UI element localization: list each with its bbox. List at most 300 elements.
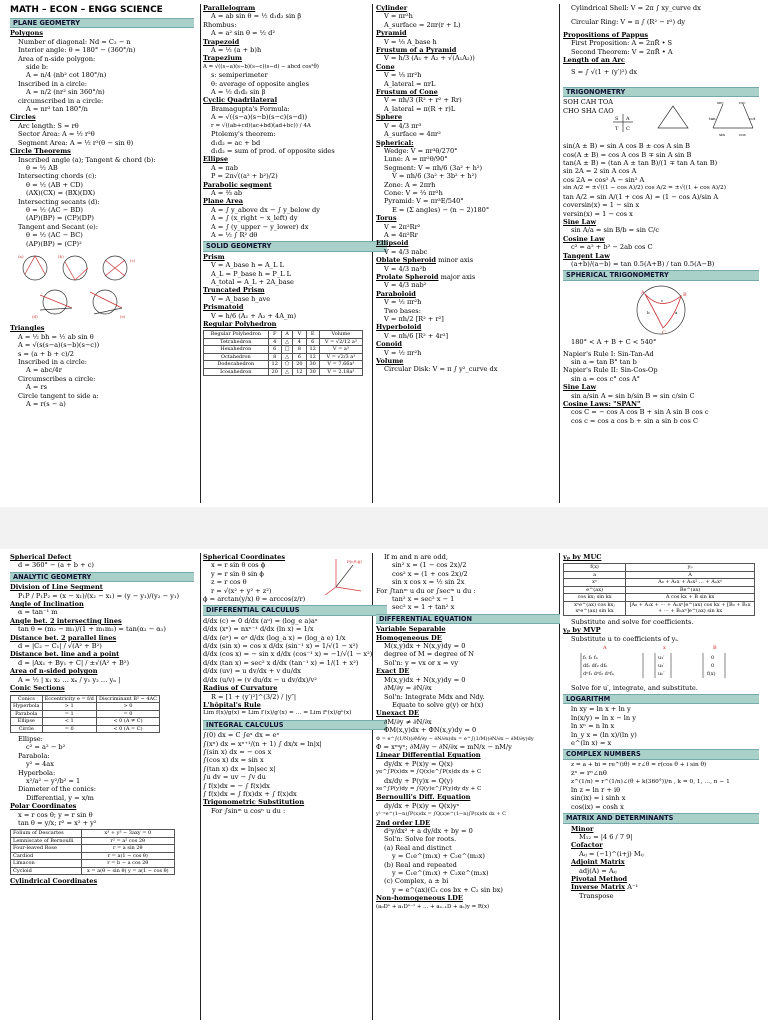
formula-line: V = ½ πr²h xyxy=(384,298,422,307)
formula-line: M(x,y)dx + N(x,y)dy = 0 xyxy=(384,642,466,651)
formula-line: V = 4/3 πr³ xyxy=(384,121,422,130)
formula-line: A = r(s − a) xyxy=(26,400,66,409)
spherical-triangle-figure xyxy=(563,282,759,336)
formula-line: d/dx (sin x) = cos x d/dx (sin⁻¹ x) = 1/√(1 − x²) xyxy=(203,642,358,651)
formula-line: A_total = A_L + 2A_base xyxy=(211,278,294,286)
table-row xyxy=(11,703,160,711)
formula-line: Circumscribes a circle: xyxy=(18,374,96,383)
formula-line: d/dx (xⁿ) = nxⁿ⁻¹ d/dx (ln x) = 1/x xyxy=(203,625,314,634)
formula-line: Rhombus: xyxy=(203,20,237,29)
cone-title: Cone xyxy=(376,62,395,71)
ellipsoid-title: Ellipsoid xyxy=(376,239,409,248)
svg-text:0: 0 xyxy=(711,655,715,662)
formula-line: adj(A) = Aᵢⱼ xyxy=(579,866,617,875)
formula-line: sin A/a = sin B/b = sin C/c xyxy=(571,226,660,235)
formula-line: ∫(cos x) dx = sin x xyxy=(203,756,264,765)
formula-line: (AX)(CX) = (BX)(DX) xyxy=(26,189,96,198)
formula-line: Second Theorem: V = 2πR̄ • A xyxy=(571,47,673,56)
fig-label: C xyxy=(662,329,666,336)
formula-line: V = πh/2 [R² + r²] xyxy=(384,315,444,324)
table-header: Regular Polyhedron xyxy=(204,331,269,339)
formula-line: A = ½ | x₁ x₂ … xₙ / y₁ y₂ … yₙ | xyxy=(18,675,121,684)
formula-line: d = |Ax₁ + By₁ + C| / ±√(A² + B²) xyxy=(18,658,130,667)
fig-label: (e) xyxy=(120,313,126,319)
formula-line: If m and n are odd, xyxy=(384,553,448,561)
section-header-matrix: MATRIX AND DETERMINANTS xyxy=(563,813,759,823)
section-header-differential: DIFFERENTIAL CALCULUS xyxy=(203,605,387,615)
formula-line: V = A_base h_ave xyxy=(211,294,271,303)
table-header: V xyxy=(293,331,306,339)
formula-line: Transpose xyxy=(579,891,614,900)
formula-line: tan A/2 = sin A/(1 + cos A) = (1 − cos A)/sin A xyxy=(563,192,719,201)
trig-figure xyxy=(563,98,759,142)
table-cell: Parabola xyxy=(11,710,43,718)
formula-line: d/dx (cos x) = − sin x d/dx (cos⁻¹ x) = −1/√(1 − x²) xyxy=(203,650,373,659)
formula-line: y¹⁻ⁿe^(1−n)∫P(x)dx = ∫Q(x)e^(1−n)∫P(x)dx dx + C xyxy=(376,811,506,818)
formula-line: sin a = tan B° tan b xyxy=(571,357,637,366)
fig-label: a xyxy=(675,309,678,315)
formula-line: z = a + bi = re^(iθ) = r∠θ = r(cos θ + i sin θ) xyxy=(571,761,707,768)
table-cell: 12 xyxy=(293,368,306,376)
fig-label: C xyxy=(626,126,630,133)
section-header-analytic: ANALYTIC GEOMETRY xyxy=(10,572,194,582)
formula-line: Sol'n: y = vx or x = vy xyxy=(384,658,459,667)
section-header-complex: COMPLEX NUMBERS xyxy=(563,749,759,759)
svg-text:dⁿf₁ dⁿf₂ dⁿfₙ: dⁿf₁ dⁿf₂ dⁿfₙ xyxy=(583,671,614,678)
sphere-title: Sphere xyxy=(376,113,403,122)
polygons-title: Polygons xyxy=(10,29,44,38)
formula-line: A = ⅔ ab xyxy=(211,188,243,197)
formula-line: A = ½ ∫ R² dθ xyxy=(211,230,258,239)
section-header-diff-eq: DIFFERENTIAL EQUATION xyxy=(376,614,560,624)
table-cell: Four-leaved Rose xyxy=(11,845,82,853)
formula-line: Intersecting chords (c): xyxy=(18,172,97,181)
section-header-integral: INTEGRAL CALCULUS xyxy=(203,720,387,730)
table-cell: 12 xyxy=(306,346,319,354)
table-cell: 20 xyxy=(293,361,306,369)
formula-line: Aᵢⱼ = (−1)^(i+j) Mᵢⱼ xyxy=(579,849,644,858)
fig-label: c xyxy=(661,297,664,303)
formula-line: cos(A ± B) = cos A cos B ∓ sin A sin B xyxy=(563,150,692,159)
table-cell: Icosahedron xyxy=(204,368,269,376)
table-cell: r = b − a cos 2θ xyxy=(81,860,174,868)
formula-line: Interior angle: θ = 180° − (360°/n) xyxy=(18,46,136,55)
section-header-plane-geometry: PLANE GEOMETRY xyxy=(10,18,194,28)
formula-line: ln(x/y) = ln x − ln y xyxy=(571,713,636,722)
fig-label: A xyxy=(603,645,607,652)
section-header-logarithm: LOGARITHM xyxy=(563,694,759,704)
table-cell: < 1 xyxy=(42,718,96,726)
page2-column-4 xyxy=(563,553,759,900)
formula-line: sin a/sin A = sin b/sin B = sin c/sin C xyxy=(571,391,695,400)
fig-label: A xyxy=(641,289,645,296)
formula-line: Hyperbola: xyxy=(18,768,56,777)
fig-label: cos xyxy=(739,132,746,138)
formula-line: Segment: V = πh/6 (3a² + h²) xyxy=(384,163,483,172)
formula-line: A_surface = 4πr² xyxy=(384,130,441,139)
table-cell: a xyxy=(564,571,626,579)
formula-line: R = [1 + (y′)²]^(3/2) / |y″| xyxy=(211,692,297,701)
table-cell: r = a sin 2θ xyxy=(81,845,174,853)
formula-line: P = 2π√((a² + b²)/2) xyxy=(211,172,278,181)
formula-line: y² = 4ax xyxy=(26,760,54,769)
formula-line: A = ab sin θ = ½ d₁d₂ sin β xyxy=(211,12,302,21)
formula-line: A = n/4 (nb² cot 180°/n) xyxy=(26,71,107,80)
formula-line: Ptolemy's theorem: xyxy=(211,130,276,139)
table-cell: Cycloid xyxy=(11,867,82,875)
formula-line: d²y/dx² + a dy/dx + by = 0 xyxy=(384,827,473,835)
formula-line: sin(A ± B) = sin A cos B ± cos A sin B xyxy=(563,142,691,151)
table-row xyxy=(564,579,755,587)
division-title: Division of Line Segment xyxy=(10,583,103,592)
formula-line: θ = ½ (AB + CD) xyxy=(26,180,83,189)
formula-line: ∂M/∂y ≠ ∂N/∂x xyxy=(384,717,432,726)
formula-line: A = √(s(s−a)(s−b)(s−c)) xyxy=(18,341,100,350)
formula-line: Tangent and Secant (e): xyxy=(18,222,98,231)
formula-line: A = √((s−a)(s−b)(s−c)(s−d) − abcd cos²θ) xyxy=(203,63,319,70)
formula-line: dx/dy + P(y)x = Q(y) xyxy=(384,776,453,785)
table-header: Conics xyxy=(11,695,43,703)
table-cell: cos kx; sin kx xyxy=(564,594,626,602)
spherical-coordinates-block xyxy=(203,553,387,603)
conic-sections-title: Conic Sections xyxy=(10,684,65,693)
table-row xyxy=(11,718,160,726)
table-row xyxy=(11,710,160,718)
curvature-title: Radius of Curvature xyxy=(203,684,278,693)
homogeneous-title: Homogeneous DE xyxy=(376,633,442,642)
table-row xyxy=(11,860,175,868)
sheet-title: MATH – ECON – ENGG SCIENCE xyxy=(10,5,163,15)
formula-line: d/dx (u/v) = (v du/dx − u dv/dx)/v² xyxy=(203,675,317,684)
fig-label: T xyxy=(615,126,619,133)
table-cell: r² = a² cos 2θ xyxy=(81,837,174,845)
formula-line: ye^∫P(x)dx = ∫Q(x)e^∫P(x)dx dx + C xyxy=(376,769,482,776)
page1-column-3 xyxy=(376,4,560,374)
column-divider xyxy=(200,4,201,503)
table-cell: A₀ + A₁x + A₂x² … + Aₙxⁿ xyxy=(626,579,755,587)
fig-label: P(r,θ,ϕ) xyxy=(347,559,362,564)
formula-line: Intersecting secants (d): xyxy=(18,197,100,206)
formula-line: y = e^(ax)(C₁ cos bx + C₂ sin bx) xyxy=(392,885,503,894)
formula-line: cos 2A = cos² A − sin² A xyxy=(563,175,645,184)
formula-line: A = ½ d₁d₂ sin β xyxy=(211,88,266,97)
minor-title: Minor xyxy=(571,824,594,833)
section-header-trigonometry: TRIGONOMETRY xyxy=(563,87,759,97)
table-cell: Lemniscate of Bernoulli xyxy=(11,837,82,845)
table-cell: r = a(1 − cos θ) xyxy=(81,852,174,860)
prolate-title: Prolate Spheroid xyxy=(376,273,439,281)
formula-line: coversin(x) = 1 − sin x xyxy=(563,201,640,210)
formula-line: (AP)(BP) = (CP)² xyxy=(26,239,82,248)
cofactor-title: Cofactor xyxy=(571,841,603,850)
formula-line: ln xⁿ = n ln x xyxy=(571,722,615,731)
formula-line: sin a = cos c° cos A° xyxy=(571,374,640,383)
table-cell: = 0 xyxy=(42,725,96,733)
lhopital-title: L'hôpital's Rule xyxy=(203,700,261,709)
formula-line: ln z = ln r + iθ xyxy=(571,786,621,794)
formula-line: V = ½ πr²h xyxy=(384,348,422,357)
formula-line: (b) Real and repeated xyxy=(384,860,457,869)
prolate-suffix: major axis xyxy=(440,273,476,281)
section-header-solid-geometry: SOLID GEOMETRY xyxy=(203,241,387,251)
table-cell: V = 7.66a³ xyxy=(319,361,362,369)
formula-line: s: semiperimeter xyxy=(211,71,268,80)
formula-line: For ∫tanᵐ u du or ∫secᵐ u du : xyxy=(376,586,476,595)
formula-line: side b: xyxy=(26,63,49,72)
table-cell: 4 xyxy=(293,338,306,346)
table-row xyxy=(11,845,175,853)
trapezoid-title: Trapezoid xyxy=(203,37,240,46)
formula-line: Circular Ring: V = π ∫ (R² − r²) dy xyxy=(571,18,686,27)
trapezium-title: Trapezium xyxy=(203,54,242,63)
fig-label: B xyxy=(683,291,687,298)
table-cell: △ xyxy=(281,353,292,361)
table-row xyxy=(564,601,755,615)
table-row xyxy=(11,725,160,733)
formula-line: A = ½ (a + b)h xyxy=(211,46,262,55)
table-header: yₚ xyxy=(626,564,755,572)
pyramid-title: Pyramid xyxy=(376,29,407,38)
sheet-page-2 xyxy=(0,549,768,1024)
formula-line: Φ = xᵐyⁿ; ∂M/∂y − ∂N/∂x = mN/x − nM/y xyxy=(376,742,512,751)
table-row xyxy=(204,346,363,354)
fig-label: B xyxy=(713,645,717,652)
svg-text:u₁′: u₁′ xyxy=(658,655,665,662)
formula-line: (AP)(BP) = (CP)(DP) xyxy=(26,214,94,223)
formula-line: θ = ½ AB xyxy=(26,163,58,172)
formula-line: E = (Σ angles) − (n − 2)180° xyxy=(392,205,490,214)
table-cell: Ellipse xyxy=(11,718,43,726)
formula-line: Cone: V = ⅔ πr²h xyxy=(384,188,443,197)
table-cell: Tetrahedron xyxy=(204,338,269,346)
volume-title: Volume xyxy=(376,357,404,366)
formula-line: Parabola: xyxy=(18,751,50,760)
formula-line: A = abc/4r xyxy=(26,366,62,375)
table-row xyxy=(11,867,175,875)
frustum-cone-title: Frustum of Cone xyxy=(376,88,438,97)
table-cell: 6 xyxy=(293,353,306,361)
formula-line: V = πh/3 (R² + r² + Rr) xyxy=(384,96,462,105)
table-header: F xyxy=(268,331,281,339)
svg-text:df₁ df₂ dfₙ: df₁ df₂ dfₙ xyxy=(583,663,608,670)
table-cell: 6 xyxy=(306,338,319,346)
table-row xyxy=(11,830,175,838)
formula-line: d₁d₂ = ac + bd xyxy=(211,138,261,147)
pappus-title: Propositions of Pappus xyxy=(563,30,649,39)
regular-polyhedron-title: Regular Polyhedron xyxy=(203,320,277,329)
svg-text:u₂′: u₂′ xyxy=(658,663,665,670)
formula-line: A = ∫ y_above dx − ∫ y_below dy xyxy=(211,205,320,214)
angle-lines-title: Angle bet. 2 intersecting lines xyxy=(10,616,122,625)
mnemonic-line: SOH CAH TOA xyxy=(563,98,613,107)
fig-label: (a) xyxy=(18,253,24,259)
sheet-page-1 xyxy=(0,0,768,507)
linear-de-title: Linear Differential Equation xyxy=(376,751,481,760)
formula-line: V = h/6 (A₁ + A₂ + 4A_m) xyxy=(211,311,297,320)
table-cell: 30 xyxy=(306,368,319,376)
triangles-title: Triangles xyxy=(10,324,45,333)
table-cell: 30 xyxy=(306,361,319,369)
conic-table xyxy=(10,695,160,734)
truncated-prism-title: Truncated Prism xyxy=(203,286,265,295)
formula-line: ϕ = arctan(y/x) θ = arccos(z/r) xyxy=(203,595,306,604)
formula-line: y = C₁e^(m₁x) + C₂xe^(m₂x) xyxy=(392,869,489,878)
polar-title: Polar Coordinates xyxy=(10,802,77,811)
formula-line: Lim f(x)/g(x) = Lim f′(x)/g′(x) = … = Lim fⁿ(x)/gⁿ(x) xyxy=(203,710,352,717)
formula-line: x = r cos θ; y = r sin θ xyxy=(18,810,93,819)
formula-line: A = rs xyxy=(26,383,48,392)
formula-line: Area of n-side polygon: xyxy=(18,54,96,63)
table-cell: Cardiod xyxy=(11,852,82,860)
formula-line: A = 4π²Rr xyxy=(384,230,418,239)
table-cell: e^(ax) xyxy=(564,586,626,594)
area-polygon-title: Area of n-sided polygon xyxy=(10,667,98,676)
formula-line: cos C = − cos A cos B + sin A sin B cos c xyxy=(571,408,709,417)
muc-title: yₚ by MUC xyxy=(563,553,602,561)
formula-line: sin² x = (1 − cos 2x)/2 xyxy=(392,561,467,570)
formula-line: A = πab xyxy=(211,163,238,172)
formula-line: A_surface = 2πr(r + L) xyxy=(384,20,461,29)
formula-line: Arc length: S = rθ xyxy=(18,121,79,130)
table-cell: x = a(θ − sin θ) y = a(1 − cos θ) xyxy=(81,867,174,875)
formula-line: Sol'n: Integrate Mdx and Ndy. xyxy=(384,692,485,701)
mvp-title: yₚ by MVP xyxy=(563,626,601,635)
torus-title: Torus xyxy=(376,214,397,223)
spherical-coordinate-figure xyxy=(321,555,371,595)
formula-line: sin 2A = 2 sin A cos A xyxy=(563,167,637,176)
table-header: E xyxy=(306,331,319,339)
formula-line: d = 360° − (a + b + c) xyxy=(18,561,94,570)
inverse-suffix: A⁻¹ xyxy=(627,883,639,892)
svg-text:f(x): f(x) xyxy=(707,671,716,678)
formula-line: Napier's Rule I: Sin-Tan-Ad xyxy=(563,349,654,358)
fig-label: x xyxy=(663,645,666,652)
fig-label: csc xyxy=(739,100,746,106)
table-row xyxy=(564,594,755,602)
mnemonic-line: CHO SHA CAO xyxy=(563,106,614,115)
formula-line: V = 4/3 πa²b xyxy=(384,264,427,273)
formula-line: ΦM(x,y)dx + ΦN(x,y)dy = 0 xyxy=(384,726,477,735)
formula-line: ∂M/∂y = ∂N/∂x xyxy=(384,684,432,693)
formula-line: zⁿ = rⁿ∠nθ xyxy=(571,769,607,778)
formula-line: d/dx (uv) = u dv/dx + v du/dx xyxy=(203,667,301,676)
formula-line: x²/a² − y²/b² = 1 xyxy=(26,777,81,786)
formula-line: A = ½ bh = ½ ab sin θ xyxy=(18,332,94,341)
formula-line: ∫(0) dx = C ∫eˣ dx = eˣ xyxy=(203,731,280,740)
cyclic-quad-title: Cyclic Quadrilateral xyxy=(203,96,278,105)
plane-area-title: Plane Area xyxy=(203,197,244,206)
formula-line: V = ⅓ A_base h xyxy=(384,37,437,46)
formula-line: ln_y x = (ln x)/(ln y) xyxy=(571,730,637,739)
adjoint-title: Adjoint Matrix xyxy=(571,858,625,867)
table-header: f(x) xyxy=(564,564,626,572)
formula-line: First Proposition: A = 2πR̄ • S xyxy=(571,39,673,48)
table-cell: 4 xyxy=(268,338,281,346)
formula-line: Wedge: V = πr³θ/270° xyxy=(384,146,458,155)
table-cell: 8 xyxy=(268,353,281,361)
formula-line: V = h/3 (A₁ + A₂ + √(A₁A₂)) xyxy=(384,54,475,63)
table-cell: V = a³ xyxy=(319,346,362,354)
formula-line: sin(ix) = i sinh x xyxy=(571,794,626,803)
table-cell: = 0 xyxy=(96,710,159,718)
cylinder-title: Cylinder xyxy=(376,4,408,12)
formula-line: Number of diagonal: Nd = C₂ − n xyxy=(18,37,131,46)
formula-line: Inscribed angle (a); Tangent & chord (b): xyxy=(18,155,156,164)
formula-line: A = √((s−a)(s−b)(s−c)(s−d)) xyxy=(211,113,308,122)
page1-column-2 xyxy=(203,4,387,378)
exact-de-title: Exact DE xyxy=(376,667,410,676)
formula-line: d/dx (c) = 0 d/dx (aᵘ) = (log_e a)aᵘ xyxy=(203,616,318,625)
formula-line: ∫ f(x)dx = ∫ f(x)dx + ∫ f(x)dx xyxy=(203,789,297,798)
formula-line: Differential, y = x/m xyxy=(26,793,94,802)
prism-title: Prism xyxy=(203,252,225,261)
fig-label: tan xyxy=(709,116,716,122)
page2-column-1 xyxy=(10,553,194,886)
formula-line: M(x,y)dx + N(x,y)dy = 0 xyxy=(384,675,466,684)
formula-line: sin x cos x = ½ sin 2x xyxy=(392,578,465,587)
nonhomogeneous-title: Non-homogeneous LDE xyxy=(376,894,463,903)
pivotal-title: Pivotal Method xyxy=(571,875,628,884)
formula-line: Sector Area: A = ½ r²θ xyxy=(18,130,95,139)
table-row xyxy=(564,586,755,594)
table-cell: Be^(ax) xyxy=(626,586,755,594)
table-cell: V = √2/3 a³ xyxy=(319,353,362,361)
formula-line: ∫(tan x) dx = ln|sec x| xyxy=(203,764,276,773)
spherical-coordinates-title: Spherical Coordinates xyxy=(203,553,286,561)
table-cell: V = 2.18a³ xyxy=(319,368,362,376)
table-header: Discriminant B² − 4AC xyxy=(96,695,159,703)
formula-line: A = ∫ (y_upper − y_lower) dx xyxy=(211,222,309,231)
table-cell: V = √2/12 a³ xyxy=(319,338,362,346)
formula-line: tan(A ± B) = (tan A ± tan B)/(1 ∓ tan A tan B) xyxy=(563,159,718,168)
table-cell: [A₀ + A₁x + ⋯ + Aₙxⁿ]e^(ax) cos kx + [B₀ + B₁x + ⋯ + Bₙxⁿ]e^(ax) sin kx xyxy=(626,601,755,615)
formula-line: V = 4/3 πabc xyxy=(384,247,428,256)
formula-line: Lune: A = πr²θ/90° xyxy=(384,155,448,164)
formula-line: θ: average of opposite angles xyxy=(211,79,309,88)
page-gap xyxy=(0,507,768,549)
formula-line: Diameter of the conics: xyxy=(18,785,96,794)
formula-line: Circle tangent to side a: xyxy=(18,391,99,400)
fig-label: S xyxy=(615,116,619,123)
formula-line: Circular Disk: V = π ∫ y²_curve dx xyxy=(384,365,498,374)
unexact-de-title: Unexact DE xyxy=(376,709,420,718)
formula-line: S = ∫ √(1 + (y′)²) dx xyxy=(571,68,638,77)
fig-label: cot xyxy=(749,116,756,122)
formula-line: Pyramid: V = πr³E/540° xyxy=(384,197,464,206)
table-cell: > 1 xyxy=(42,703,96,711)
table-cell: Circle xyxy=(11,725,43,733)
distance-point-title: Distance bet. line and a point xyxy=(10,650,120,659)
table-row xyxy=(11,837,175,845)
formula-line: tan θ = y/x; r² = x² + y² xyxy=(18,819,97,828)
svg-text:f₁ f₂ fₙ: f₁ f₂ fₙ xyxy=(583,655,598,662)
page1-column-4 xyxy=(563,4,759,425)
formula-line: Bramagupta's Formula: xyxy=(211,104,290,113)
oblate-title: Oblate Spheroid xyxy=(376,256,437,265)
formula-line: c² = a² − b² xyxy=(26,743,66,752)
formula-line: (a₀Dⁿ + a₁Dⁿ⁻¹ + … + aₙ₋₁D + aₙ)y = R(x) xyxy=(376,903,490,910)
table-cell: < 0 (A ≠ C) xyxy=(96,718,159,726)
table-cell: 6 xyxy=(268,346,281,354)
formula-line: Two bases: xyxy=(384,306,421,315)
formula-line: A_lateral = πrL xyxy=(384,79,436,88)
arc-length-title: Length of an Arc xyxy=(563,56,625,65)
tangent-law-title: Tangent Law xyxy=(563,251,610,260)
formula-line: cos(ix) = cosh x xyxy=(571,802,624,811)
formula-line: Napier's Rule II: Sin-Cos-Op xyxy=(563,366,658,375)
formula-line: A_lateral = π(R + r)L xyxy=(384,104,456,113)
hyperboloid-title: Hyperboloid xyxy=(376,323,422,332)
